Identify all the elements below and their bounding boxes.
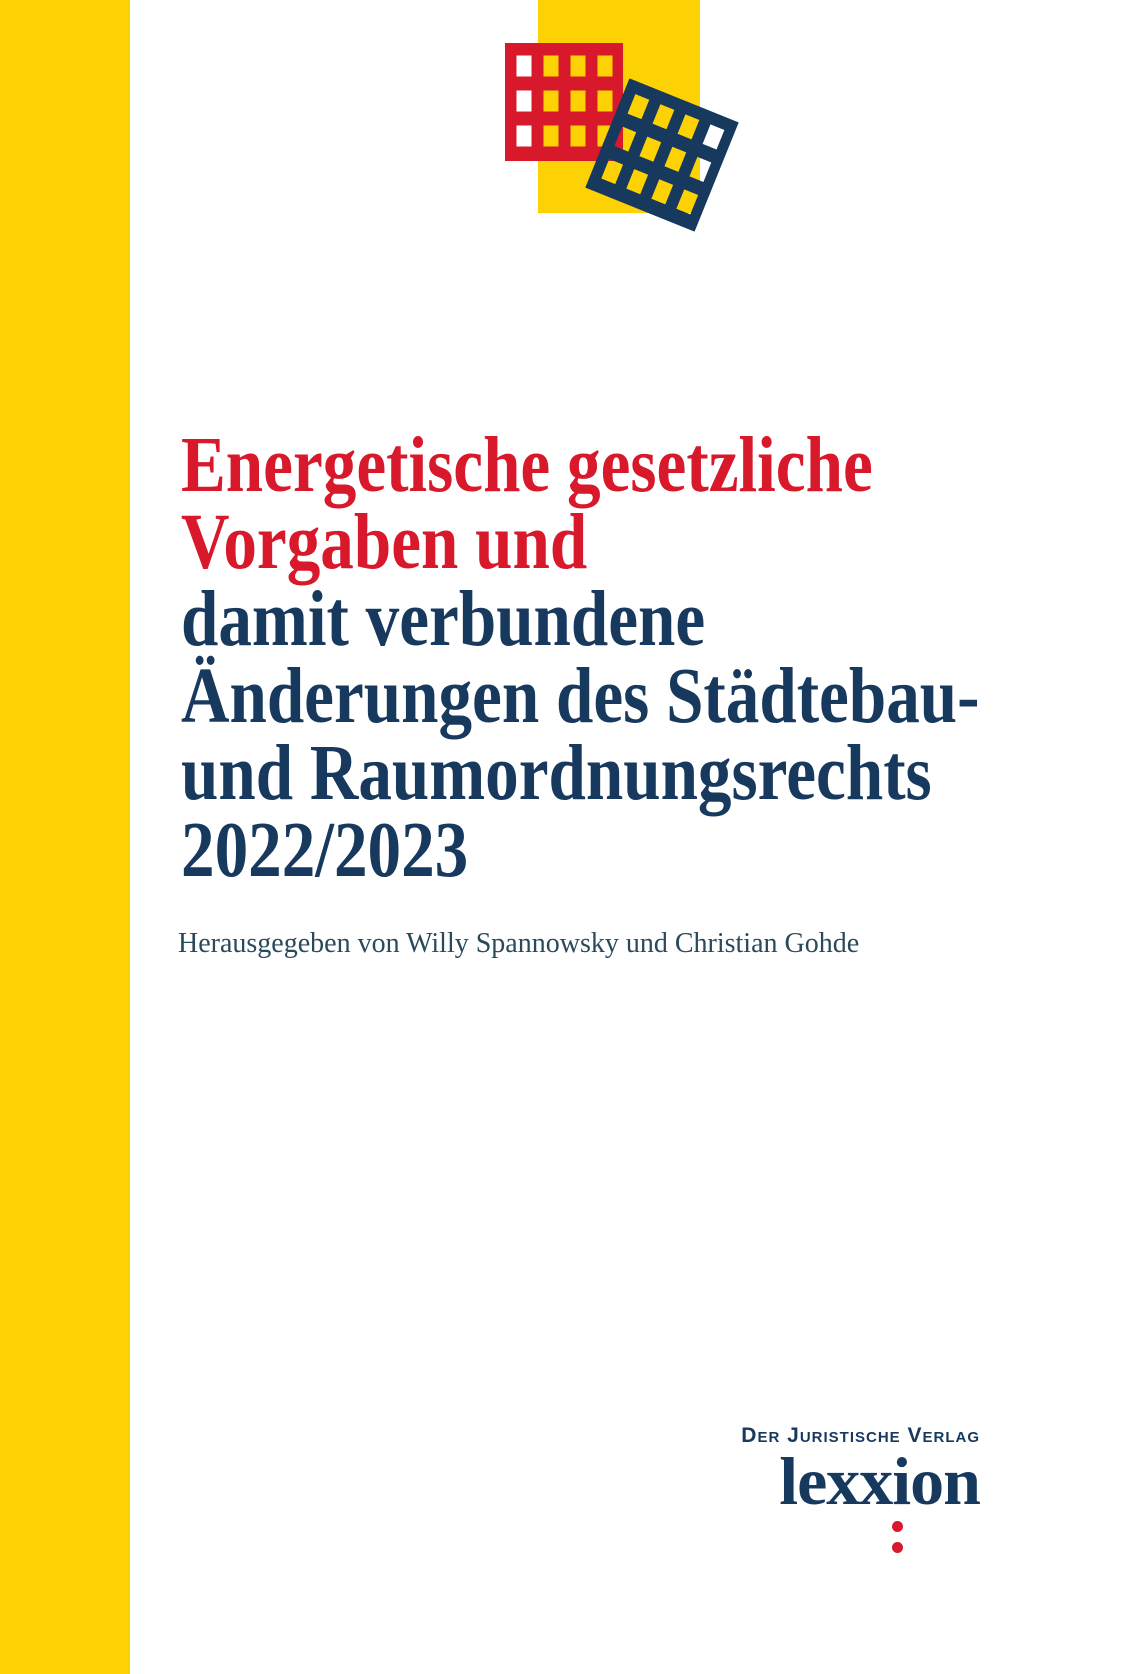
title-line-4: Änderungen des Städtebau- [181, 653, 980, 740]
title-line-5: und Raumordnungsrechts [181, 730, 932, 817]
publisher-logo [741, 1424, 980, 1519]
title-line-2: Vorgaben und [181, 499, 588, 586]
book-title [181, 422, 980, 894]
red-colon-dot-icon [892, 1542, 903, 1553]
yellow-stripe [0, 0, 130, 1674]
title-line-6: 2022/2023 [181, 807, 469, 894]
title-line-1: Energetische gesetzliche [181, 422, 873, 509]
publisher-tagline: Der Juristische Verlag [741, 1424, 980, 1447]
editors-line: Herausgegeben von Willy Spannowsky und Christian Gohde [178, 928, 860, 959]
red-colon-dot-icon [892, 1521, 903, 1532]
publisher-name: lexxion [779, 1443, 980, 1519]
title-line-3: damit verbundene [181, 576, 706, 663]
